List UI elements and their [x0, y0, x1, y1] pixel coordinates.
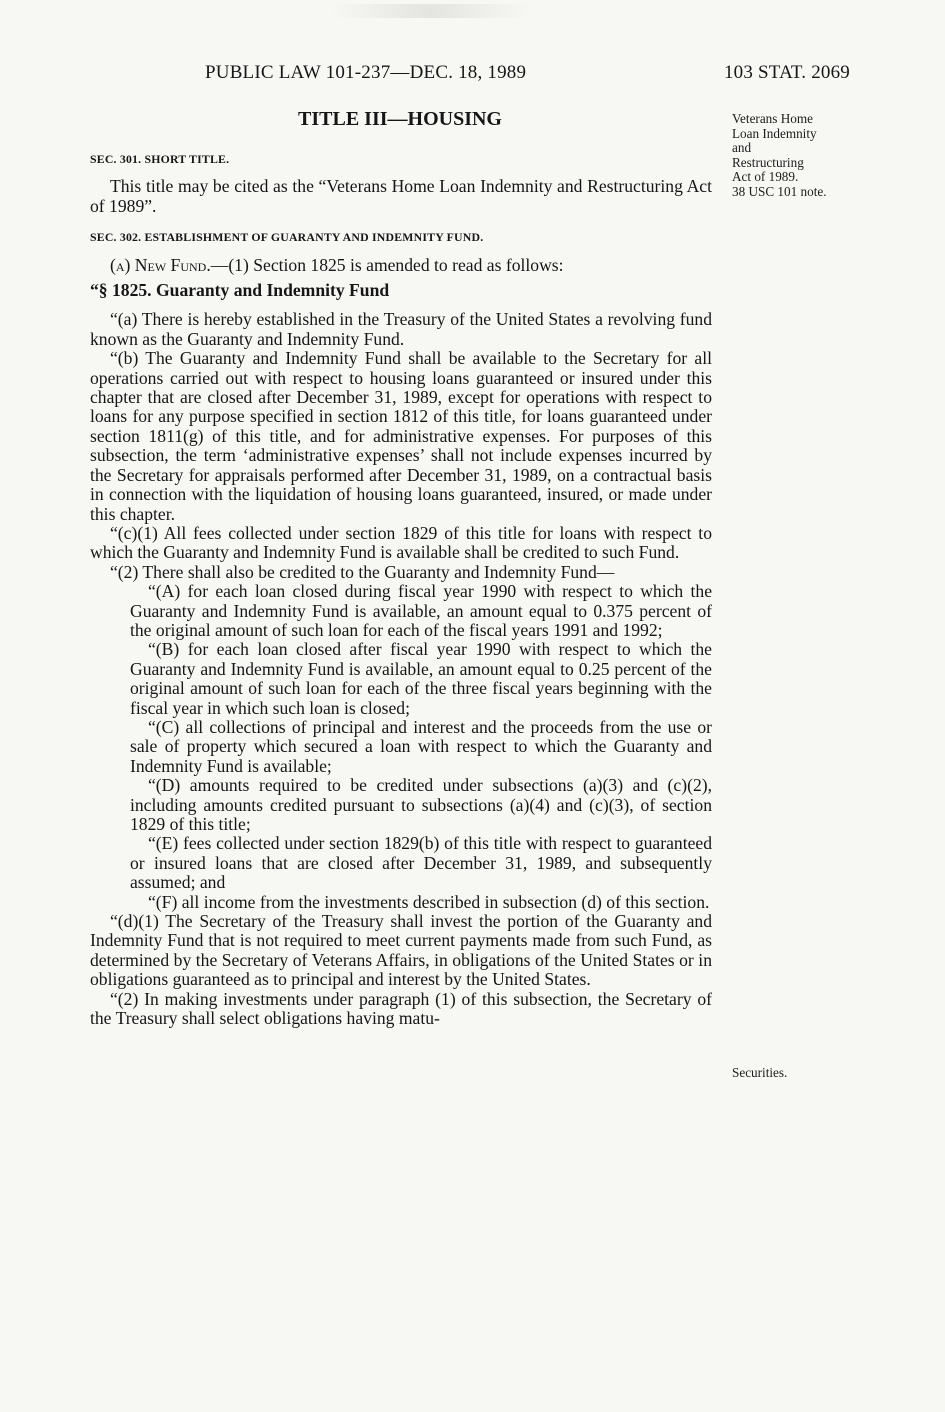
header-stat-page: 103 STAT. 2069	[723, 62, 850, 83]
clause-C: “(C) all collections of principal and interest and the proceeds from the use or sale of property which secured a loan with respect to which the Guaranty and Indemnity Fund is available;	[130, 716, 712, 776]
margin-note-line: Loan Indemnity	[732, 125, 817, 141]
para-a-label: (a) New Fund.	[110, 254, 211, 275]
margin-note-line: and	[732, 140, 752, 156]
subsection-a: “(a) There is hereby established in the Treasury of the United States a revolving fund known as the Guaranty and Indemnity Fund.	[90, 309, 712, 349]
margin-note-line: Restructuring	[732, 154, 804, 170]
subsection-d1: “(d)(1) The Secretary of the Treasury shall invest the portion of the Guaranty and Indemnity Fund that is not required to meet current payments made from such Fund, as determined by the Secretary of Veterans Affairs, in obligations of the United States or in obligations guaranteed as to principal and interest by the United States.	[90, 911, 712, 990]
title-heading: TITLE III—HOUSING	[298, 108, 502, 130]
subsection-c2: “(2) There shall also be credited to the Guaranty and Indemnity Fund—	[110, 561, 615, 582]
margin-note-line: Veterans Home	[732, 111, 813, 126]
section-302-heading: SEC. 302. ESTABLISHMENT OF GUARANTY AND INDEMNITY FUND.	[90, 230, 484, 245]
clause-F: “(F) all income from the investments described in subsection (d) of this section.	[148, 891, 710, 912]
margin-note-securities: Securities.	[732, 1065, 788, 1080]
section-301-heading: SEC. 301. SHORT TITLE.	[90, 152, 230, 166]
margin-note-line: 38 USC 101 note.	[732, 183, 827, 199]
clause-E: “(E) fees collected under section 1829(b) of this title with respect to guaranteed or insured loans that are closed after December 31, 1989, and subsequently assumed; and	[130, 833, 712, 893]
clause-A: “(A) for each loan closed during fiscal year 1990 with respect to which the Guaranty and Indemnity Fund is available, an amount equal to 0.375 percent of the original amount of such loan for each of the fiscal years 1991 and 1992;	[130, 581, 712, 640]
document-body	[90, 150, 712, 1028]
margin-note-line: Act of 1989.	[732, 169, 799, 185]
subsection-c1: “(c)(1) All fees collected under section 1829 of this title for loans with respect to which the Guaranty and Indemnity Fund is available shall be credited to such Fund.	[90, 522, 712, 563]
subsection-d2: “(2) In making investments under paragraph (1) of this subsection, the Secretary of the Treasury shall select obligations having matu-	[90, 988, 712, 1029]
clause-B: “(B) for each loan closed after fiscal year 1990 with respect to which the Guaranty and Indemnity Fund is available, an amount equal to 0.25 percent of the original amount of such loan for each of the three fiscal years beginning with the fiscal year in which such loan is closed;	[130, 639, 712, 718]
margin-note-short-title	[732, 112, 857, 200]
para-a-text: —(1) Section 1825 is amended to read as follows:	[210, 254, 564, 275]
subsection-b: “(b) The Guaranty and Indemnity Fund shall be available to the Secretary for all operations carried out with respect to housing loans guaranteed or insured under this chapter that are closed after December 31, 1989, except for operations with respect to loans for any purpose specified in section 1812 of this title, for loans guaranteed under section 1811(g) of this title, and for administrative expenses. For purposes of this subsection, the term ‘administrative expenses’ shall not include expenses incurred by the Secretary for appraisals performed after December 31, 1989, on a contractual basis in connection with the liquidation of housing loans guaranteed, insured, or made under this chapter.	[90, 348, 712, 524]
section-301-text: This title may be cited as the “Veterans Home Loan Indemnity and Restructuring Act of 1989”.	[90, 176, 712, 216]
section-302-para-a	[90, 256, 712, 275]
scan-artifact	[330, 4, 530, 18]
header-law-citation: PUBLIC LAW 101-237—DEC. 18, 1989	[205, 62, 527, 83]
clause-D: “(D) amounts required to be credited under subsections (a)(3) and (c)(2), including amounts credited pursuant to subsections (a)(4) and (c)(3), of section 1829 of this title;	[130, 775, 712, 834]
section-1825-heading: “§ 1825. Guaranty and Indemnity Fund	[90, 280, 390, 301]
